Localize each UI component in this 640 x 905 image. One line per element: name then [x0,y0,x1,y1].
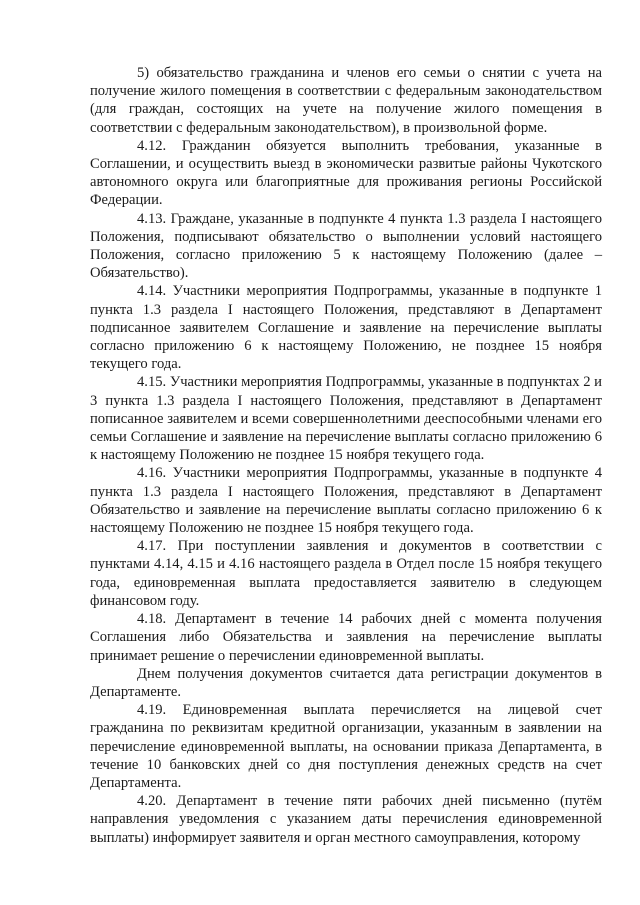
paragraph-4-18: 4.18. Департамент в течение 14 рабочих дней с момента получения Соглашения либо Обязательства и заявления на перечисление выплаты принимает решение о перечислении единовременной выплаты. [90,611,602,664]
paragraph-4-14: 4.14. Участники мероприятия Подпрограммы, указанные в подпункте 1 пункта 1.3 раздела I настоящего Положения, представляют в Департамент подписанное заявителем Соглашение и заявление на перечисление выплаты согласно приложению 6 к настоящему Положению, не позднее 15 ноября текущего года. [90,283,602,373]
paragraph-4-13: 4.13. Граждане, указанные в подпункте 4 пункта 1.3 раздела I настоящего Положения, подписывают обязательство о выполнении условий настоящего Положения, согласно приложению 5 к настоящему Положению (далее – Обязательство). [90,210,602,282]
document-page [90,64,602,847]
paragraph-document-receipt-date: Днем получения документов считается дата регистрации документов в Департаменте. [90,665,602,700]
paragraph-4-15: 4.15. Участники мероприятия Подпрограммы, указанные в подпунктах 2 и 3 пункта 1.3 раздела I настоящего Положения, представляют в Департамент пописанное заявителем и всеми совершеннолетними дееспособными членами его семьи Соглашение и заявление на перечисление выплаты согласно приложению 6 к настоящему Положению не позднее 15 ноября текущего года. [90,374,602,464]
paragraph-4-20: 4.20. Департамент в течение пяти рабочих дней письменно (путём направления уведомления с указанием даты перечисления единовременной выплаты) информирует заявителя и орган местного самоуправления, которому [90,793,602,846]
paragraph-4-19: 4.19. Единовременная выплата перечисляется на лицевой счет гражданина по реквизитам кредитной организации, указанным в заявлении на перечисление единовременной выплаты, на основании приказа Департамента, в течение 10 банковских дней со дня поступления денежных средств на счет Департамента. [90,702,602,791]
paragraph-4-12: 4.12. Гражданин обязуется выполнить требования, указанные в Соглашении, и осуществить выезд в экономически развитые районы Чукотского автономного округа или благоприятные для проживания регионы Российской Федерации. [90,137,602,209]
paragraph-item-5-obligation: 5) обязательство гражданина и членов его семьи о снятии с учета на получение жилого помещения в соответствии с федеральным законодательством (для граждан, состоящих на учете на получение жилого помещения в соответствии с федеральным законодательством), в произвольной форме. [90,65,602,136]
paragraph-4-16: 4.16. Участники мероприятия Подпрограммы, указанные в подпункте 4 пункта 1.3 раздела I настоящего Положения, представляют в Департамент Обязательство и заявление на перечисление выплаты согласно приложению 6 к настоящему Положению не позднее 15 ноября текущего года. [90,465,602,537]
paragraph-4-17: 4.17. При поступлении заявления и документов в соответствии с пунктами 4.14, 4.15 и 4.16 настоящего раздела в Отдел после 15 ноября текущего года, единовременная выплата предоставляется заявителю в следующем финансовом году. [90,538,602,609]
